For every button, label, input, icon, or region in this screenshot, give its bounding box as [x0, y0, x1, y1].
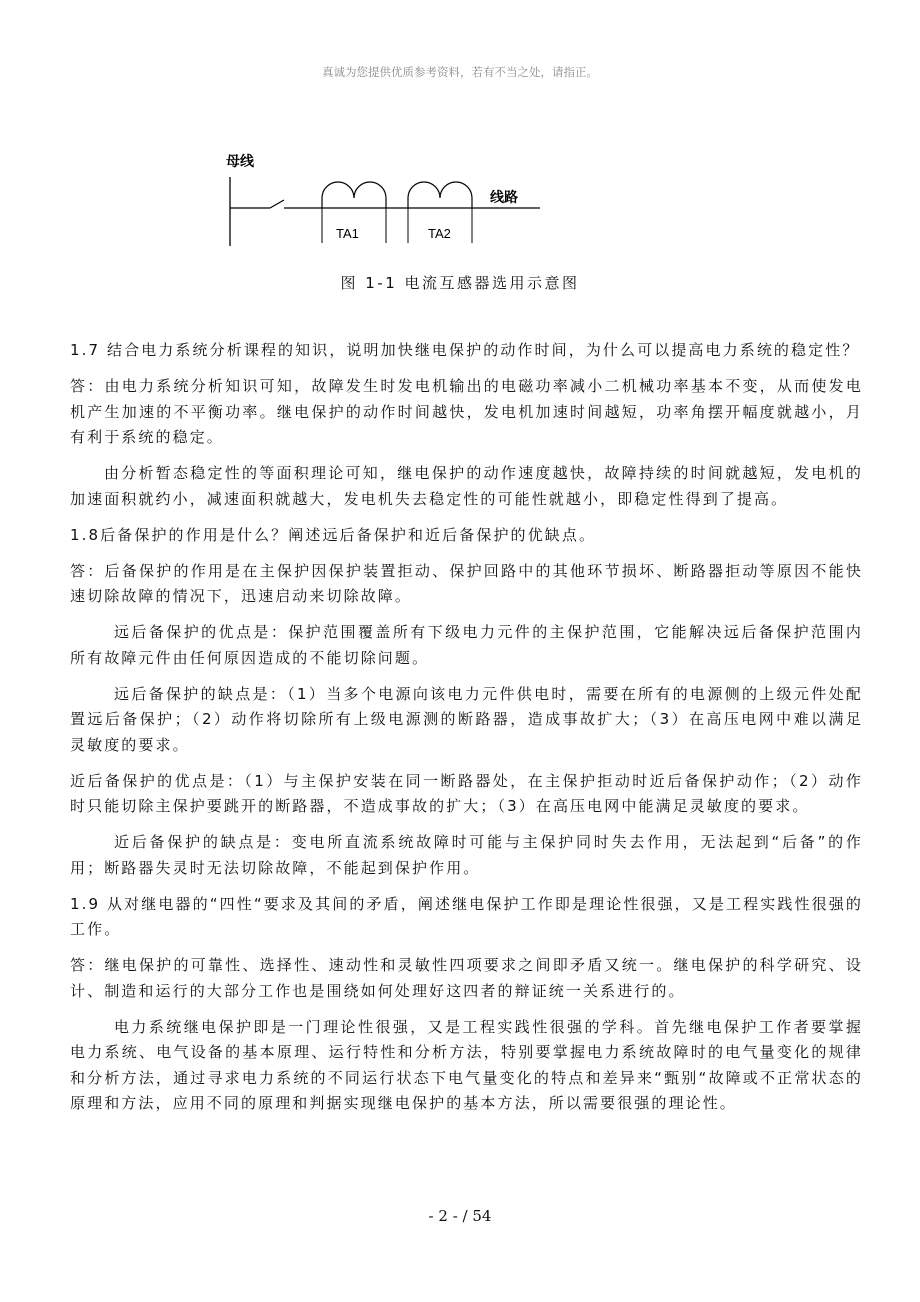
remote-backup-advantages: 远后备保护的优点是：保护范围覆盖所有下级电力元件的主保护范围，它能解决远后备保护范围内所有故障元件由任何原因造成的不能切除问题。	[70, 623, 863, 667]
ct2-coil	[408, 182, 472, 208]
answer-1-8: 答：后备保护的作用是在主保护因保护装置拒动、保护回路中的其他环节损坏、断路器拒动等原因不能快速切除故障的情况下，迅速启动来切除故障。	[70, 561, 863, 605]
page-number: - 2 - / 54	[428, 1207, 492, 1225]
ct2-label: TA2	[428, 226, 451, 241]
ct-diagram-svg	[222, 150, 552, 250]
page-header-note: 真诚为您提供优质参考资料，若有不当之处，请指正。	[322, 65, 598, 79]
local-backup-disadvantages: 近后备保护的缺点是：变电所直流系统故障时可能与主保护同时失去作用，无法起到“后备”的作用；断路器失灵时无法切除故障，不能起到保护作用。	[70, 833, 863, 877]
local-backup-advantages: 近后备保护的优点是：（1）与主保护安装在同一断路器处，在主保护拒动时近后备保护动作；（2）动作时只能切除主保护要跳开的断路器，不造成事故的扩大；（3）在高压电网中能满足灵敏度的要求。	[70, 771, 863, 815]
current-transformer-diagram	[222, 150, 552, 250]
ct1-label: TA1	[336, 226, 359, 241]
question-1-9: 1.9 从对继电器的“四性“要求及其间的矛盾，阐述继电保护工作即是理论性很强，又是工程实践性很强的工作。	[70, 894, 863, 938]
figure-caption: 图 1-1 电流互感器选用示意图	[340, 274, 580, 292]
bus-label: 母线	[226, 154, 254, 170]
breaker-switch	[270, 200, 284, 208]
answer-1-7-continued: 由分析暂态稳定性的等面积理论可知，继电保护的动作速度越快，故障持续的时间就越短，发电机的加速面积就约小，减速面积就越大，发电机失去稳定性的可能性就越小，即稳定性得到了提高。	[70, 464, 863, 508]
remote-backup-disadvantages: 远后备保护的缺点是：（1）当多个电源向该电力元件供电时，需要在所有的电源侧的上级元件处配置远后备保护；（2）动作将切除所有上级电源测的断路器，造成事故扩大；（3）在高压电网中难以满足灵敏度的要求。	[70, 684, 863, 754]
question-1-7: 1.7 结合电力系统分析课程的知识，说明加快继电保护的动作时间，为什么可以提高电力系统的稳定性？	[70, 341, 860, 359]
answer-1-9-continued: 电力系统继电保护即是一门理论性很强，又是工程实践性很强的学科。首先继电保护工作者要掌握电力系统、电气设备的基本原理、运行特性和分析方法，特别要掌握电力系统故障时的电气量变化的规律和分析方法，通过寻求电力系统的不同运行状态下电气量变化的特点和差异来“甄别“故障或不正常状态的原理和方法，应用不同的原理和判据实现继电保护的基本方法，所以需要很强的理论性。	[70, 1017, 863, 1112]
line-label: 线路	[490, 190, 518, 206]
answer-1-9: 答：继电保护的可靠性、选择性、速动性和灵敏性四项要求之间即矛盾又统一。继电保护的科学研究、设计、制造和运行的大部分工作也是围绕如何处理好这四者的辩证统一关系进行的。	[70, 956, 863, 1000]
answer-1-7: 答：由电力系统分析知识可知，故障发生时发电机输出的电磁功率减小二机械功率基本不变，从而使发电机产生加速的不平衡功率。继电保护的动作时间越快，发电机加速时间越短，功率角摆开幅度就越小，月有利于系统的稳定。	[70, 377, 863, 446]
document-body	[70, 338, 863, 1127]
question-1-8: 1.8后备保护的作用是什么？阐述远后备保护和近后备保护的优缺点。	[70, 525, 597, 544]
ct1-coil	[322, 182, 386, 208]
